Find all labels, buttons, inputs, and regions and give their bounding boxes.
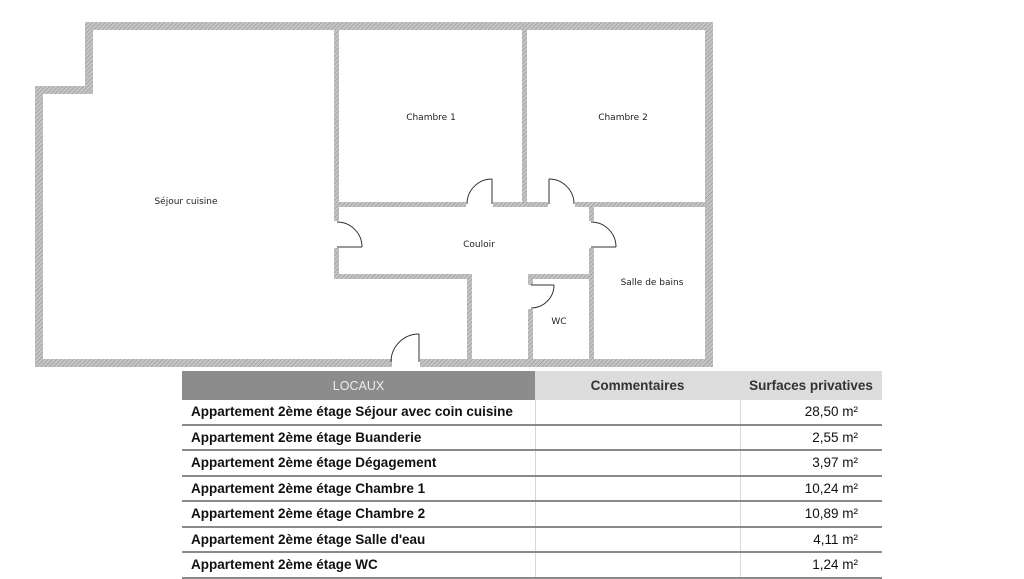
room-name-cell: Appartement 2ème étage Chambre 2 [182, 501, 535, 527]
header-locaux: LOCAUX [182, 371, 535, 400]
room-label-wc: WC [551, 317, 567, 327]
table-row [182, 425, 882, 451]
door-entrance [391, 334, 419, 362]
comment-cell [535, 527, 740, 553]
comment-cell [535, 425, 740, 451]
room-label-chambre1: Chambre 1 [406, 113, 456, 123]
table-header-row [182, 371, 882, 400]
door-openings [333, 201, 595, 368]
comment-cell [535, 476, 740, 502]
room-name-cell: Appartement 2ème étage WC [182, 552, 535, 578]
room-name-cell: Appartement 2ème étage Séjour avec coin cuisine [182, 400, 535, 425]
door-chambre2 [549, 179, 574, 204]
door-sejour [337, 222, 362, 247]
exterior-wall [35, 22, 713, 367]
table-row [182, 476, 882, 502]
room-name-cell: Appartement 2ème étage Buanderie [182, 425, 535, 451]
table-row [182, 450, 882, 476]
comment-cell [535, 501, 740, 527]
room-label-chambre2: Chambre 2 [598, 113, 648, 123]
table-row [182, 527, 882, 553]
comment-cell [535, 552, 740, 578]
room-label-salle-de-bains: Salle de bains [620, 278, 684, 288]
header-surfaces: Surfaces privatives [740, 371, 882, 400]
surface-cell: 1,24 m² [740, 552, 882, 578]
surface-cell: 4,11 m² [740, 527, 882, 553]
surfaces-table [182, 371, 882, 579]
interior-walls [334, 30, 705, 359]
table-row [182, 552, 882, 578]
table-row [182, 400, 882, 425]
surface-cell: 3,97 m² [740, 450, 882, 476]
surface-cell: 2,55 m² [740, 425, 882, 451]
room-label-sejour: Séjour cuisine [154, 197, 218, 207]
room-name-cell: Appartement 2ème étage Chambre 1 [182, 476, 535, 502]
room-name-cell: Appartement 2ème étage Salle d'eau [182, 527, 535, 553]
surface-cell: 10,24 m² [740, 476, 882, 502]
room-name-cell: Appartement 2ème étage Dégagement [182, 450, 535, 476]
room-label-couloir: Couloir [463, 240, 495, 250]
comment-cell [535, 450, 740, 476]
header-commentaires: Commentaires [535, 371, 740, 400]
surface-cell: 10,89 m² [740, 501, 882, 527]
door-wc [531, 285, 554, 308]
surface-cell: 28,50 m² [740, 400, 882, 425]
door-chambre1 [467, 179, 492, 204]
comment-cell [535, 400, 740, 425]
table-row [182, 501, 882, 527]
